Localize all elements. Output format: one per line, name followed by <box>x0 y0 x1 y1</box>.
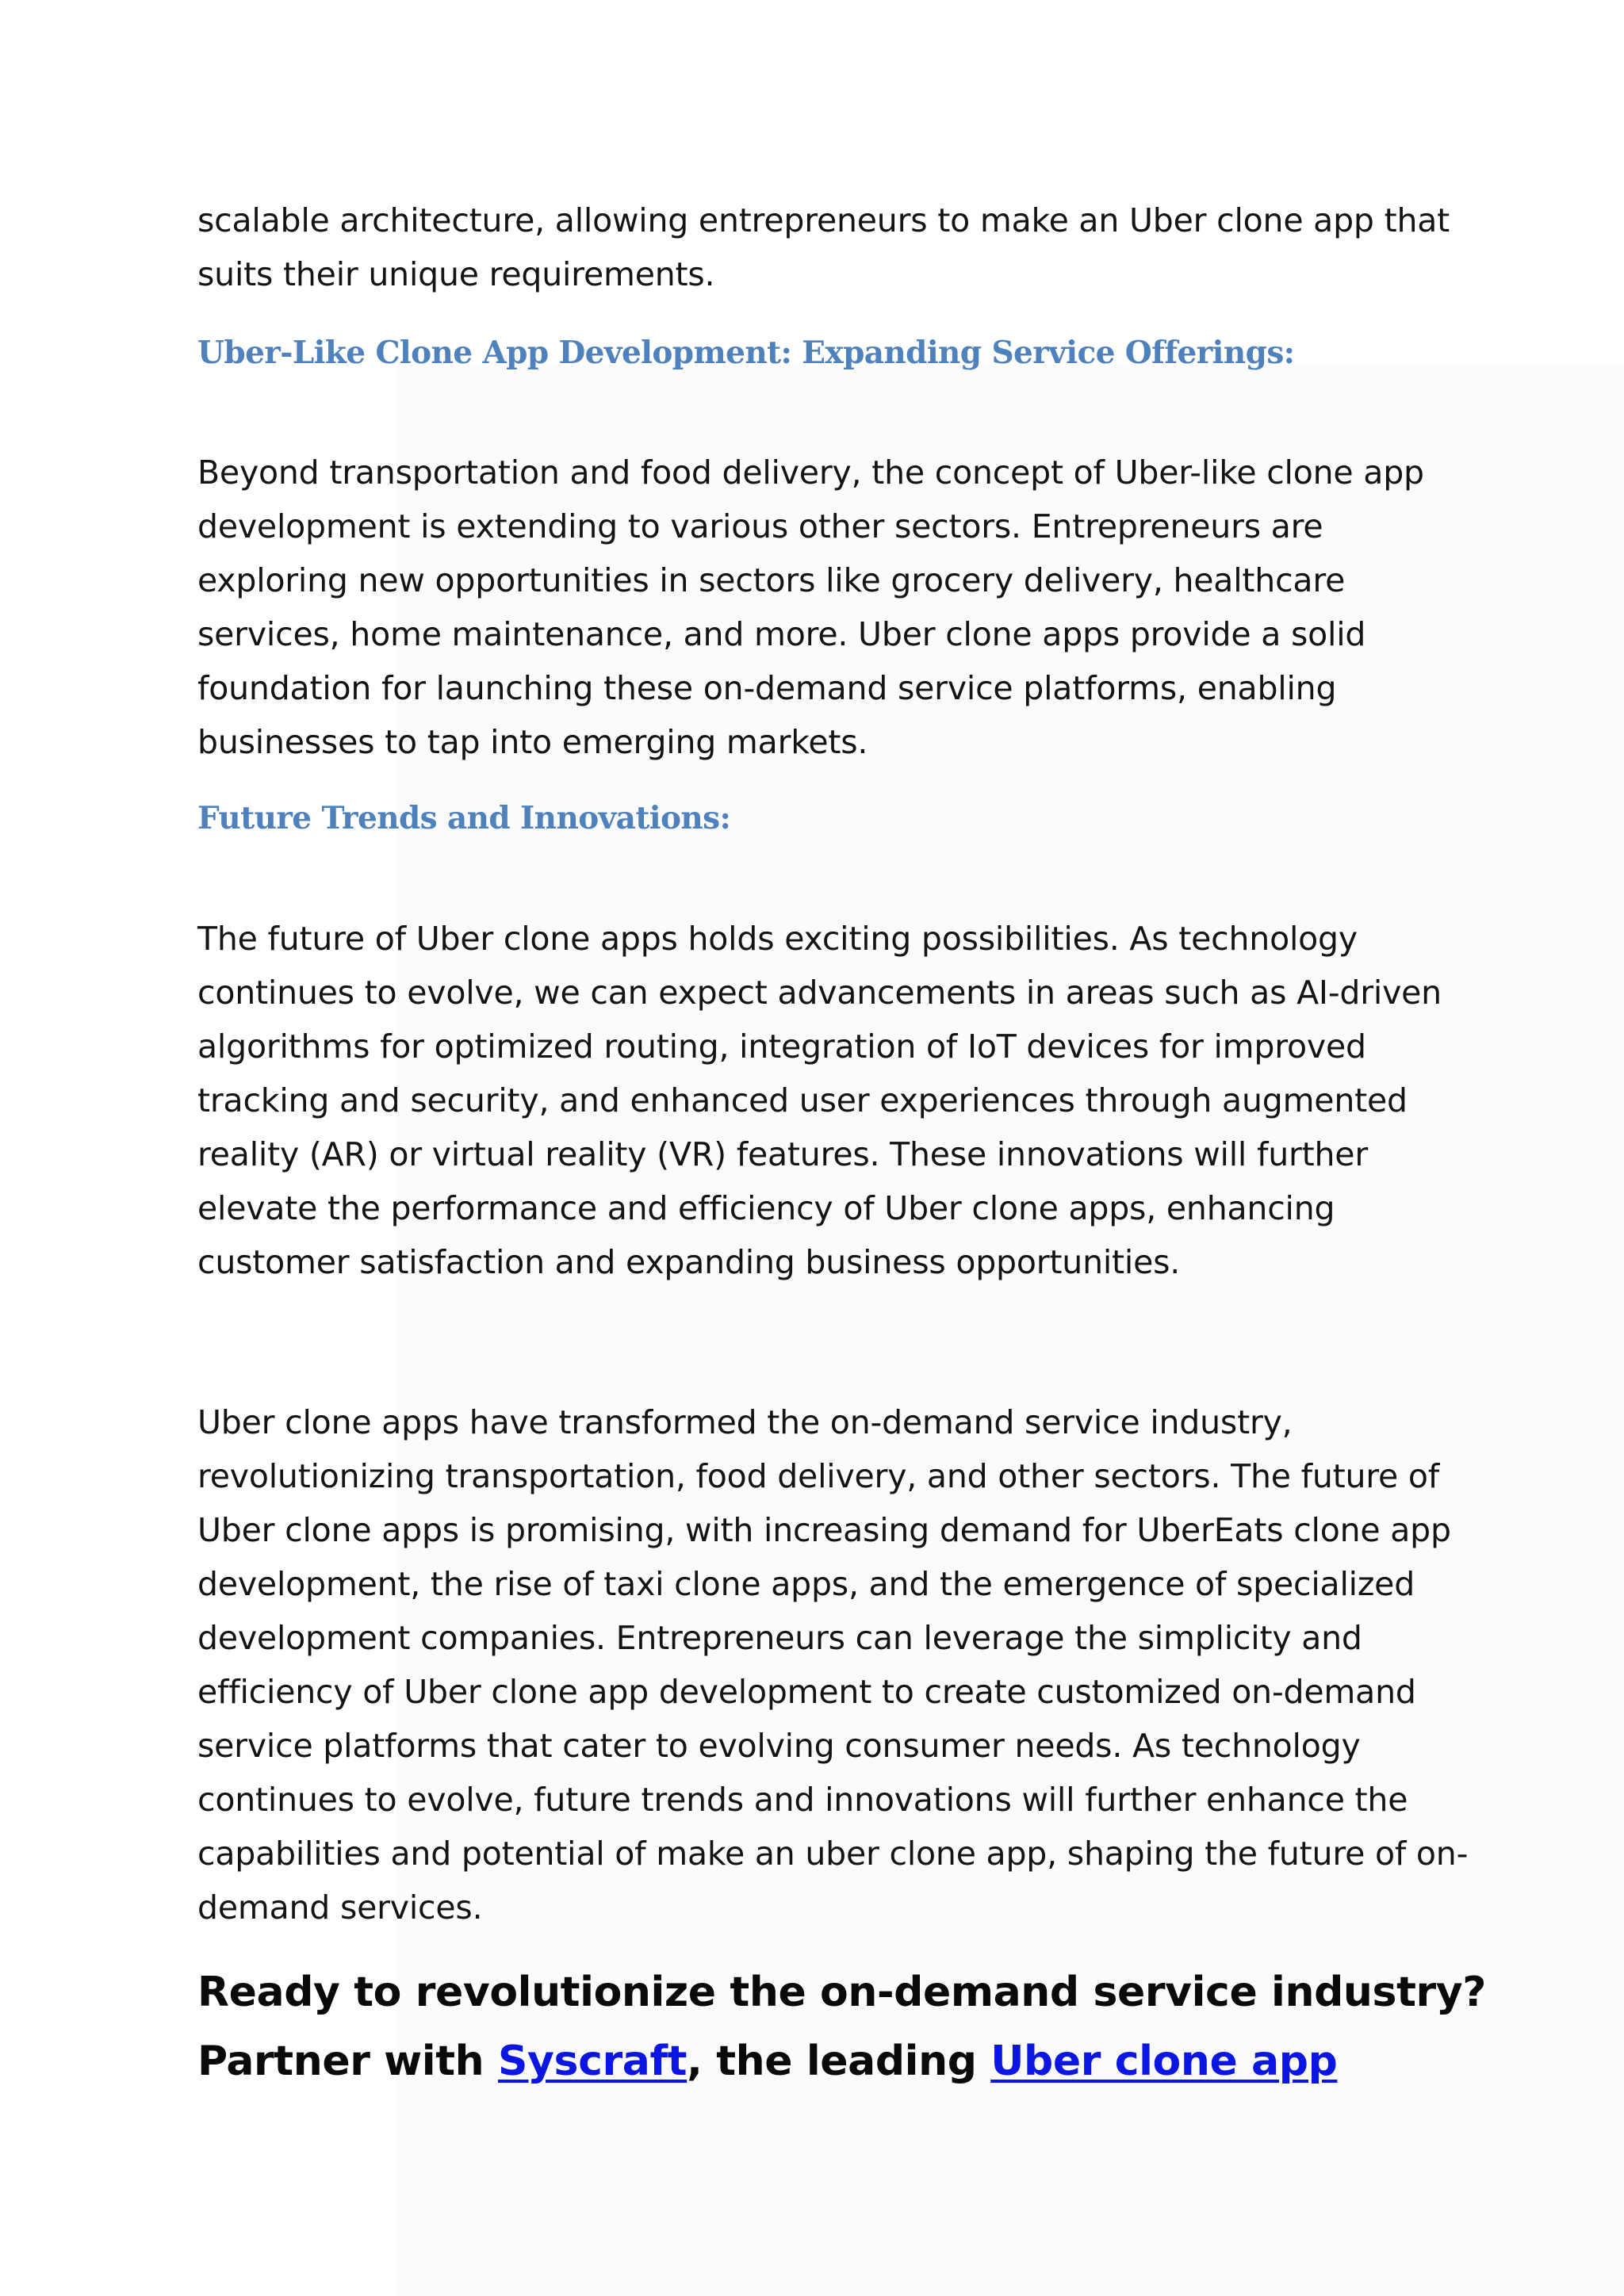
text-line: capabilities and potential of make an uber clone app, shaping the future of on- <box>197 1835 1469 1873</box>
text-line: development companies. Entrepreneurs can leverage the simplicity and <box>197 1619 1362 1657</box>
paragraph-conclusion <box>197 1395 1469 1934</box>
text-line: Uber clone apps is promising, with increasing demand for UberEats clone app <box>197 1511 1451 1549</box>
cta-prefix: Partner with <box>197 2038 498 2085</box>
text-line: businesses to tap into emerging markets. <box>197 723 868 761</box>
text-line: reality (AR) or virtual reality (VR) features. These innovations will further <box>197 1135 1368 1173</box>
uber-clone-app-link[interactable]: Uber clone app <box>990 2038 1338 2085</box>
syscraft-link[interactable]: Syscraft <box>498 2038 688 2085</box>
text-line: exploring new opportunities in sectors like grocery delivery, healthcare <box>197 561 1346 599</box>
text-line: Beyond transportation and food delivery, the concept of Uber-like clone app <box>197 453 1424 492</box>
text-line: suits their unique requirements. <box>197 255 715 293</box>
section-heading-future-trends: Future Trends and Innovations: <box>197 800 731 836</box>
paragraph-architecture <box>197 193 1450 301</box>
text-line: development is extending to various other sectors. Entrepreneurs are <box>197 507 1323 545</box>
section-heading-expanding-services: Uber-Like Clone App Development: Expanding Service Offerings: <box>197 335 1295 371</box>
text-line: service platforms that cater to evolving consumer needs. As technology <box>197 1727 1361 1765</box>
text-line: revolutionizing transportation, food delivery, and other sectors. The future of <box>197 1457 1440 1495</box>
text-line: scalable architecture, allowing entrepreneurs to make an Uber clone app that <box>197 201 1450 239</box>
text-line: demand services. <box>197 1888 483 1927</box>
call-to-action <box>197 1958 1486 2096</box>
text-line: services, home maintenance, and more. Uber clone apps provide a solid <box>197 615 1366 653</box>
text-line: foundation for launching these on-demand service platforms, enabling <box>197 669 1337 707</box>
text-line: algorithms for optimized routing, integration of IoT devices for improved <box>197 1027 1366 1066</box>
paragraph-future-trends <box>197 912 1442 1289</box>
cta-line-2 <box>197 2027 1486 2096</box>
text-line: Uber clone apps have transformed the on-demand service industry, <box>197 1403 1293 1441</box>
text-line: continues to evolve, future trends and innovations will further enhance the <box>197 1781 1408 1819</box>
text-line: efficiency of Uber clone app development to create customized on-demand <box>197 1673 1416 1711</box>
cta-middle: , the leading <box>687 2038 991 2085</box>
text-line: The future of Uber clone apps holds exciting possibilities. As technology <box>197 920 1358 958</box>
cta-line-1: Ready to revolutionize the on-demand service industry? <box>197 1969 1487 2016</box>
text-line: continues to evolve, we can expect advancements in areas such as AI-driven <box>197 974 1442 1012</box>
text-line: customer satisfaction and expanding business opportunities. <box>197 1243 1181 1281</box>
text-line: development, the rise of taxi clone apps, and the emergence of specialized <box>197 1565 1415 1603</box>
text-line: elevate the performance and efficiency of Uber clone apps, enhancing <box>197 1189 1335 1227</box>
text-line: tracking and security, and enhanced user experiences through augmented <box>197 1081 1408 1119</box>
paragraph-expanding-services <box>197 446 1434 769</box>
